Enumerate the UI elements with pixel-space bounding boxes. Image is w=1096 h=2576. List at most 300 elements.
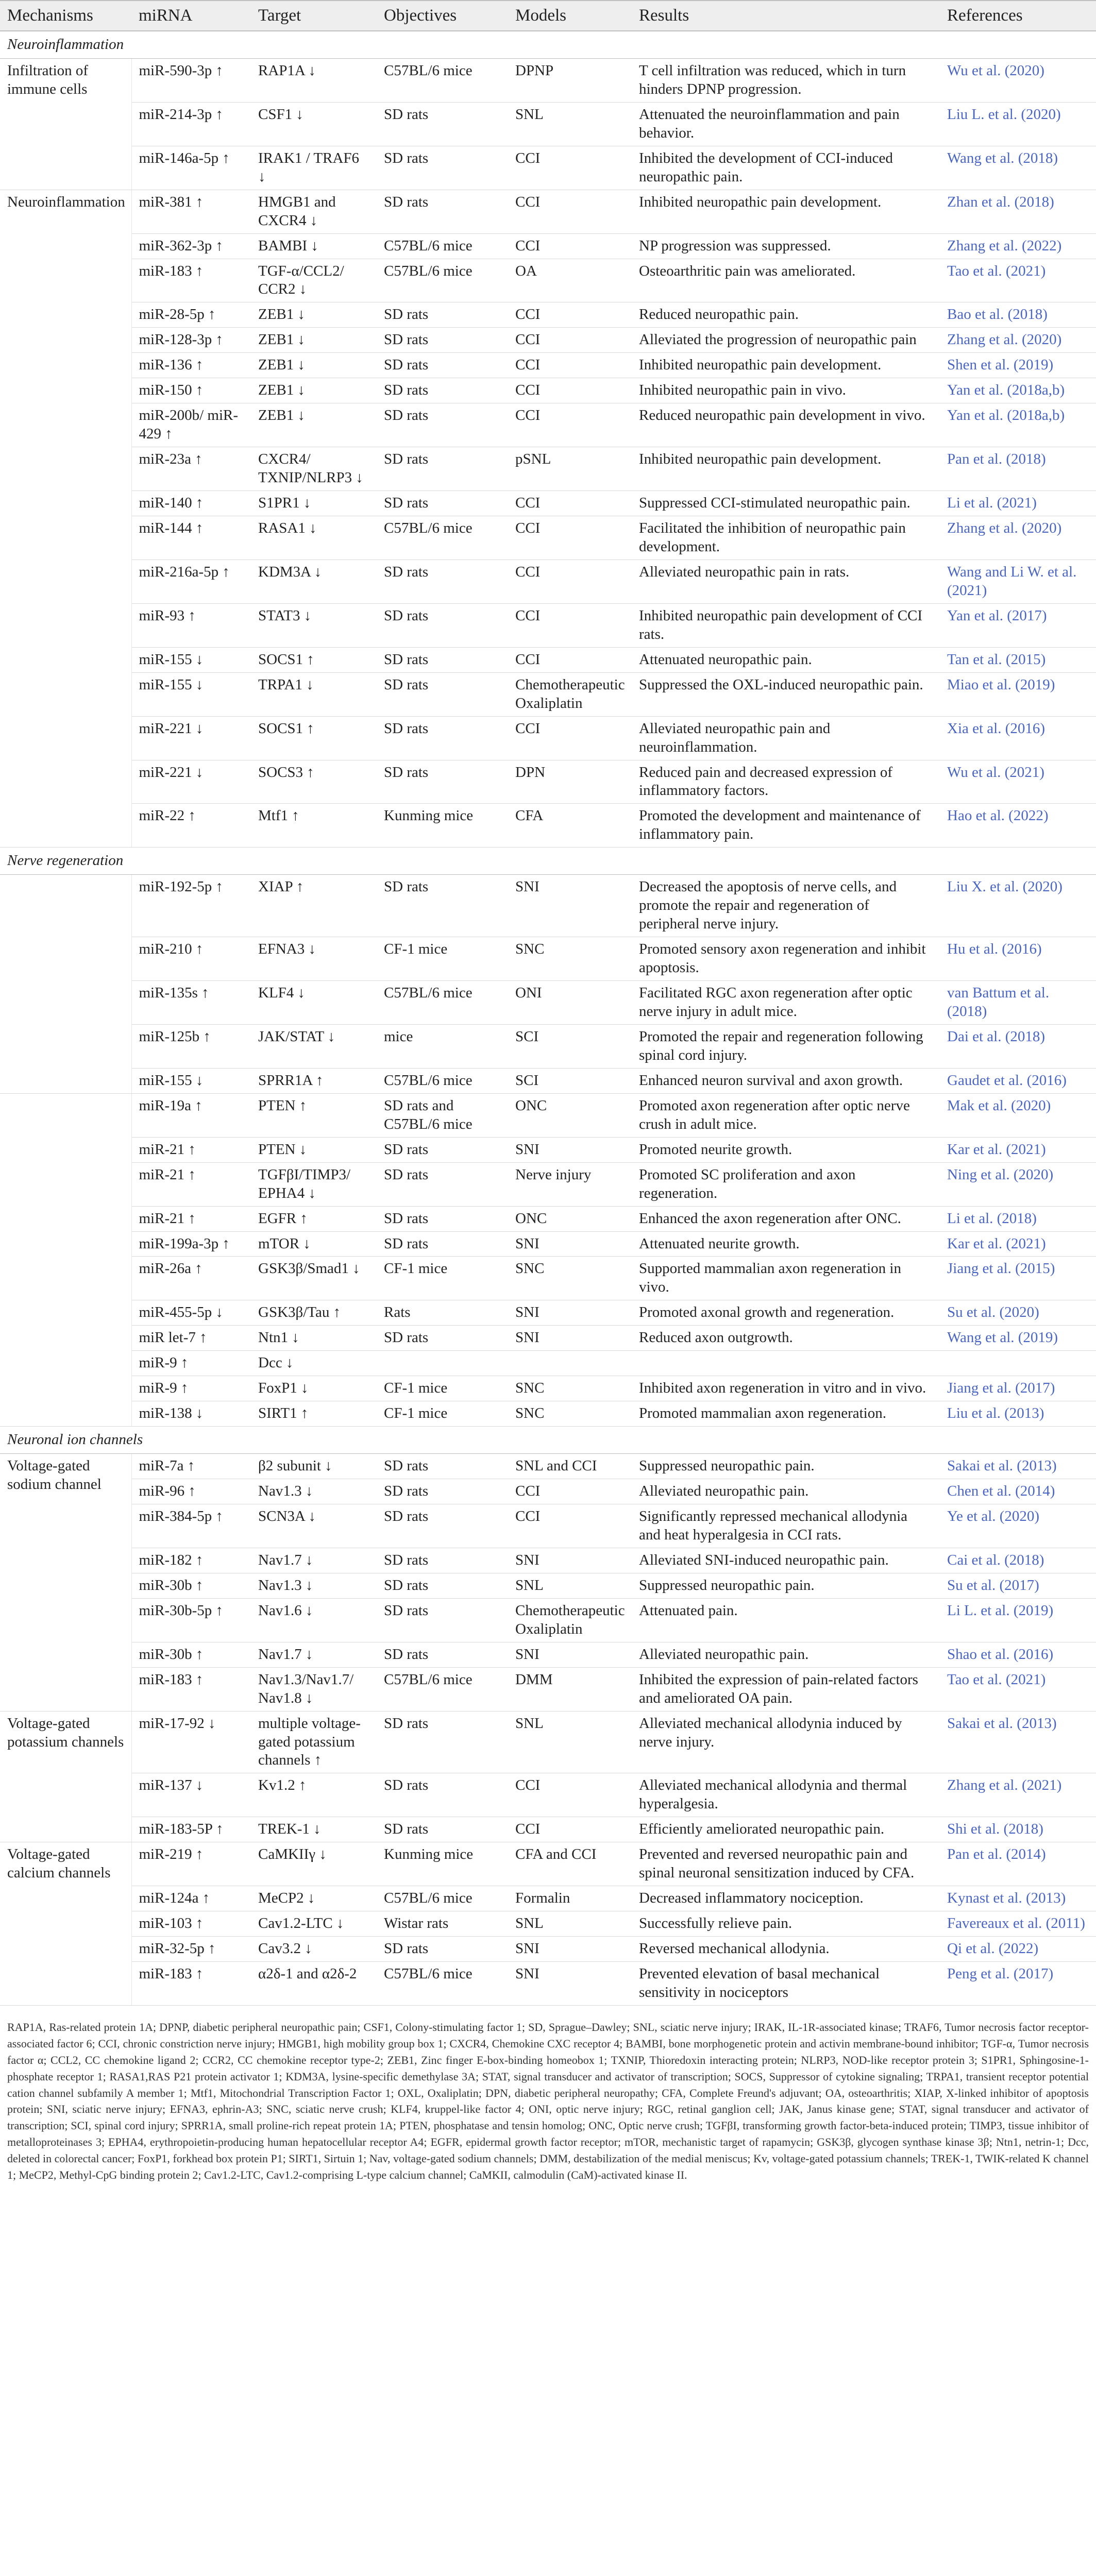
table-row — [0, 875, 1096, 937]
objectives-cell: SD rats — [377, 491, 508, 516]
models-cell: Nerve injury — [508, 1162, 632, 1206]
objectives-cell: SD rats — [377, 1231, 508, 1257]
target-cell: TRPA1 ↓ — [251, 672, 377, 716]
models-cell: Formalin — [508, 1886, 632, 1911]
table-row — [0, 1642, 1096, 1667]
reference-link[interactable] — [940, 1351, 1096, 1376]
mirna-cell: miR-93 ↑ — [131, 603, 251, 647]
models-cell: SNI — [508, 1937, 632, 1962]
objectives-cell: SD rats — [377, 1137, 508, 1162]
table-row — [0, 1206, 1096, 1231]
objectives-cell: SD rats — [377, 1937, 508, 1962]
target-cell: Nav1.3 ↓ — [251, 1479, 377, 1504]
results-cell: NP progression was suppressed. — [632, 233, 940, 259]
mechanism-cell: Infiltration of immune cells — [0, 58, 131, 190]
results-cell: Inhibited neuropathic pain development of CCI rats. — [632, 603, 940, 647]
table-row — [0, 1068, 1096, 1093]
models-cell: CCI — [508, 1479, 632, 1504]
models-cell: CCI — [508, 516, 632, 560]
reference-link[interactable]: Sakai et al. (2013) — [940, 1454, 1096, 1479]
table-row — [0, 1937, 1096, 1962]
mechanism-cell — [0, 875, 131, 1094]
header-target: Target — [251, 1, 377, 31]
reference-link[interactable]: Miao et al. (2019) — [940, 672, 1096, 716]
table-row — [0, 1162, 1096, 1206]
reference-link[interactable]: Pan et al. (2018) — [940, 447, 1096, 491]
models-cell: SCI — [508, 1068, 632, 1093]
reference-link[interactable]: Qi et al. (2022) — [940, 1937, 1096, 1962]
reference-link[interactable]: Li et al. (2021) — [940, 491, 1096, 516]
reference-link[interactable]: Wu et al. (2020) — [940, 58, 1096, 102]
mechanism-cell: Voltage-gated sodium channel — [0, 1454, 131, 1711]
target-cell: IRAK1 / TRAF6 ↓ — [251, 146, 377, 190]
objectives-cell: SD rats — [377, 1711, 508, 1773]
target-cell: β2 subunit ↓ — [251, 1454, 377, 1479]
objectives-cell: SD rats — [377, 403, 508, 447]
reference-link[interactable]: Zhan et al. (2018) — [940, 190, 1096, 233]
results-cell: T cell infiltration was reduced, which in turn hinders DPNP progression. — [632, 58, 940, 102]
reference-link[interactable]: Gaudet et al. (2016) — [940, 1068, 1096, 1093]
results-cell: Inhibited the development of CCI-induced neuropathic pain. — [632, 146, 940, 190]
table-row — [0, 1024, 1096, 1068]
mirna-cell: miR-138 ↓ — [131, 1401, 251, 1427]
reference-link[interactable]: Pan et al. (2014) — [940, 1842, 1096, 1886]
mirna-cell: miR-455-5p ↓ — [131, 1300, 251, 1326]
models-cell: CCI — [508, 302, 632, 328]
objectives-cell: C57BL/6 mice — [377, 981, 508, 1025]
section-title: Neuronal ion channels — [0, 1427, 1096, 1454]
target-cell: Ntn1 ↓ — [251, 1326, 377, 1351]
objectives-cell: SD rats — [377, 1573, 508, 1598]
table-row — [0, 1962, 1096, 2006]
results-cell: Promoted axon regeneration after optic nerve crush in adult mice. — [632, 1093, 940, 1137]
reference-link[interactable]: Kar et al. (2021) — [940, 1231, 1096, 1257]
mirna-cell: miR-136 ↑ — [131, 353, 251, 378]
models-cell: SNI — [508, 1962, 632, 2006]
mechanism-cell: Voltage-gated potassium channels — [0, 1711, 131, 1842]
models-cell: CCI — [508, 190, 632, 233]
mirna-cell: miR-21 ↑ — [131, 1162, 251, 1206]
target-cell: α2δ-1 and α2δ-2 — [251, 1962, 377, 2006]
target-cell: SPRR1A ↑ — [251, 1068, 377, 1093]
header-objectives: Objectives — [377, 1, 508, 31]
results-cell: Facilitated the inhibition of neuropathic pain development. — [632, 516, 940, 560]
results-cell: Osteoarthritic pain was ameliorated. — [632, 259, 940, 302]
results-cell: Inhibited neuropathic pain development. — [632, 353, 940, 378]
results-cell: Decreased inflammatory nociception. — [632, 1886, 940, 1911]
reference-link[interactable]: Wang et al. (2018) — [940, 146, 1096, 190]
results-cell: Suppressed CCI-stimulated neuropathic pain. — [632, 491, 940, 516]
table-row — [0, 378, 1096, 403]
table-row — [0, 1454, 1096, 1479]
target-cell: KDM3A ↓ — [251, 560, 377, 603]
models-cell: SNC — [508, 1257, 632, 1300]
target-cell: Cav1.2-LTC ↓ — [251, 1911, 377, 1937]
models-cell: CCI — [508, 716, 632, 760]
objectives-cell: SD rats — [377, 302, 508, 328]
models-cell: CCI — [508, 1773, 632, 1817]
target-cell: Dcc ↓ — [251, 1351, 377, 1376]
mirna-cell: miR-155 ↓ — [131, 647, 251, 672]
reference-link[interactable]: Shen et al. (2019) — [940, 353, 1096, 378]
mirna-cell: miR-124a ↑ — [131, 1886, 251, 1911]
table-row — [0, 1773, 1096, 1817]
mirna-cell: miR-155 ↓ — [131, 672, 251, 716]
table-row — [0, 1351, 1096, 1376]
reference-link[interactable]: Ye et al. (2020) — [940, 1504, 1096, 1548]
table-row — [0, 1842, 1096, 1886]
reference-link[interactable]: Wu et al. (2021) — [940, 760, 1096, 804]
target-cell: SCN3A ↓ — [251, 1504, 377, 1548]
reference-link[interactable]: Liu X. et al. (2020) — [940, 875, 1096, 937]
table-row — [0, 560, 1096, 603]
models-cell: CCI — [508, 1817, 632, 1842]
reference-link[interactable]: Cai et al. (2018) — [940, 1548, 1096, 1573]
table-row — [0, 1479, 1096, 1504]
reference-link[interactable]: Kar et al. (2021) — [940, 1137, 1096, 1162]
table-row — [0, 1401, 1096, 1427]
objectives-cell: SD rats — [377, 1548, 508, 1573]
table-row — [0, 1326, 1096, 1351]
models-cell: SNI — [508, 1231, 632, 1257]
results-cell: Enhanced neuron survival and axon growth. — [632, 1068, 940, 1093]
objectives-cell: SD rats — [377, 560, 508, 603]
section-title: Nerve regeneration — [0, 848, 1096, 875]
models-cell: SNI — [508, 1137, 632, 1162]
target-cell: CXCR4/ TXNIP/NLRP3 ↓ — [251, 447, 377, 491]
reference-link[interactable]: Favereaux et al. (2011) — [940, 1911, 1096, 1937]
target-cell: FoxP1 ↓ — [251, 1376, 377, 1401]
target-cell: GSK3β/Tau ↑ — [251, 1300, 377, 1326]
objectives-cell: C57BL/6 mice — [377, 1667, 508, 1711]
target-cell: TGFβI/TIMP3/ EPHA4 ↓ — [251, 1162, 377, 1206]
reference-link[interactable]: Su et al. (2020) — [940, 1300, 1096, 1326]
objectives-cell: SD rats — [377, 146, 508, 190]
table-row — [0, 1573, 1096, 1598]
objectives-cell: C57BL/6 mice — [377, 259, 508, 302]
table-footnote: RAP1A, Ras-related protein 1A; DPNP, diabetic peripheral neuropathic pain; CSF1, Colony-stimulating factor 1; SD, Sprague–Dawley; SNL, sciatic nerve injury; IRAK, IL-1R-associated kinase; TRAF6, Tumor necrosis factor receptor-associated factor 6; CCI, chronic constriction nerve injury; HMGB1, high mobility group box 1; CXCR4, Chemokine CXC receptor 4; BAMBI, bone morphogenetic protein and activin membrane-bound inhibitor; TGF-α, Tumor necrosis factor α; CCL2, CC chemokine ligand 2; CCR2, CC chemokine receptor type-2; ZEB1, Zinc finger E-box-binding homeobox 1; TXNIP, Thioredoxin interacting protein; NLRP3, NOD-like receptor protein 3; S1PR1, Sphingosine-1-phosphate receptor 1; RASA1,RAS P21 protein activator 1; KDM3A, lysine-specific demethylase 3A; STAT, signal transducer and activator of transcription; SOCS, Suppressor of cytokine signaling; TRPA1, transient receptor potential cation channel subfamily A member 1; Mtf1, Mitochondrial Transcription Factor 1; OXL, Oxaliplatin; DPN, diabetic peripheral neuropathy; CFA, Complete Freund's adjuvant; OA, osteoarthritis; XIAP, X-linked inhibitor of apoptosis protein; SNI, sciatic nerve injury; EFNA3, ephrin-A3; SNC, sciatic nerve crush; KLF4, kruppel-like factor 4; ONI, optic nerve injury; RGC, retinal ganglion cell; JAK, Janus kinase gene; STAT, signal transducer and activator of transcription; SCI, spinal cord injury; SPRR1A, small proline-rich repeat protein 1A; PTEN, phosphatase and tensin homolog; ONC, Optic nerve crush; TGFβI, transforming growth factor-beta-induced protein; TIMP3, tissue inhibitor of metalloproteinases 3; EPHA4, erythropoietin-producing human hepatocellular receptor A4; EGFR, epidermal growth factor receptor; mTOR, mechanistic target of rapamycin; GSK3β, glycogen synthase kinase 3β; Ntn1, netrin-1; Dcc, deleted in colorectal cancer; FoxP1, forkhead box protein P1; SIRT1, Sirtuin 1; Nav, voltage-gated sodium channels; DMM, destabilization of the medial meniscus; Kv, voltage-gated potassium channels; TREK-1, TWIK-related K channel 1; MeCP2, Methyl-CpG binding protein 2; Cav1.2-LTC, Cav1.2-comprising L-type calcium channel; CaMKII, calmodulin (CaM)-activated kinase II. — [7, 2020, 1089, 2181]
reference-link[interactable]: Xia et al. (2016) — [940, 716, 1096, 760]
mirna-cell: miR-30b ↑ — [131, 1642, 251, 1667]
reference-link[interactable]: Tan et al. (2015) — [940, 647, 1096, 672]
table-row — [0, 58, 1096, 102]
models-cell: SNC — [508, 1376, 632, 1401]
reference-link[interactable]: Hao et al. (2022) — [940, 804, 1096, 848]
results-cell: Decreased the apoptosis of nerve cells, and promote the repair and regeneration of peripheral nerve injury. — [632, 875, 940, 937]
target-cell: SOCS1 ↑ — [251, 647, 377, 672]
mirna-cell: miR-183 ↑ — [131, 1962, 251, 2006]
models-cell: pSNL — [508, 447, 632, 491]
models-cell: SNI — [508, 875, 632, 937]
table-row — [0, 516, 1096, 560]
models-cell: ONC — [508, 1206, 632, 1231]
table-row — [0, 146, 1096, 190]
reference-link[interactable]: Yan et al. (2017) — [940, 603, 1096, 647]
reference-link[interactable]: Li L. et al. (2019) — [940, 1598, 1096, 1642]
mirna-cell: miR-17-92 ↓ — [131, 1711, 251, 1773]
reference-link[interactable]: Yan et al. (2018a,b) — [940, 378, 1096, 403]
models-cell: CCI — [508, 603, 632, 647]
mirna-cell: miR-30b ↑ — [131, 1573, 251, 1598]
section-header-row — [0, 31, 1096, 58]
mirna-cell: miR-32-5p ↑ — [131, 1937, 251, 1962]
models-cell: ONI — [508, 981, 632, 1025]
mirna-cell: miR-7a ↑ — [131, 1454, 251, 1479]
header-references: References — [940, 1, 1096, 31]
target-cell: XIAP ↑ — [251, 875, 377, 937]
mirna-cell: miR-21 ↑ — [131, 1206, 251, 1231]
reference-link[interactable]: Zhang et al. (2022) — [940, 233, 1096, 259]
results-cell: Reduced axon outgrowth. — [632, 1326, 940, 1351]
objectives-cell: SD rats — [377, 1479, 508, 1504]
results-cell: Prevented and reversed neuropathic pain and spinal neuronal sensitization induced by CFA. — [632, 1842, 940, 1886]
models-cell: SNC — [508, 937, 632, 981]
mirna-cell: miR-182 ↑ — [131, 1548, 251, 1573]
mirna-cell: miR-192-5p ↑ — [131, 875, 251, 937]
table-row — [0, 233, 1096, 259]
mirna-cell: miR-183 ↑ — [131, 1667, 251, 1711]
reference-link[interactable]: Mak et al. (2020) — [940, 1093, 1096, 1137]
models-cell: SNC — [508, 1401, 632, 1427]
reference-link[interactable]: Jiang et al. (2017) — [940, 1376, 1096, 1401]
mirna-cell: miR-103 ↑ — [131, 1911, 251, 1937]
mirna-cell: miR-28-5p ↑ — [131, 302, 251, 328]
target-cell: Nav1.3 ↓ — [251, 1573, 377, 1598]
mirna-cell: miR-590-3p ↑ — [131, 58, 251, 102]
results-cell: Alleviated neuropathic pain and neuroinflammation. — [632, 716, 940, 760]
target-cell: ZEB1 ↓ — [251, 353, 377, 378]
reference-link[interactable]: Liu L. et al. (2020) — [940, 102, 1096, 146]
results-cell: Alleviated SNI-induced neuropathic pain. — [632, 1548, 940, 1573]
objectives-cell: SD rats — [377, 190, 508, 233]
results-cell: Promoted neurite growth. — [632, 1137, 940, 1162]
mirna-cell: miR-9 ↑ — [131, 1376, 251, 1401]
mirna-cell: miR-140 ↑ — [131, 491, 251, 516]
mechanism-cell — [0, 1093, 131, 1426]
models-cell: Chemotherapeutic Oxaliplatin — [508, 672, 632, 716]
table-row — [0, 1598, 1096, 1642]
reference-link[interactable]: Chen et al. (2014) — [940, 1479, 1096, 1504]
table-body — [0, 31, 1096, 2005]
mirna-cell: miR-30b-5p ↑ — [131, 1598, 251, 1642]
target-cell: S1PR1 ↓ — [251, 491, 377, 516]
mirna-cell: miR-96 ↑ — [131, 1479, 251, 1504]
models-cell: SNL — [508, 102, 632, 146]
table-row — [0, 1886, 1096, 1911]
table-row — [0, 760, 1096, 804]
target-cell: Nav1.3/Nav1.7/ Nav1.8 ↓ — [251, 1667, 377, 1711]
models-cell — [508, 1351, 632, 1376]
models-cell: CCI — [508, 233, 632, 259]
reference-link[interactable]: Wang and Li W. et al. (2021) — [940, 560, 1096, 603]
results-cell: Inhibited axon regeneration in vitro and in vivo. — [632, 1376, 940, 1401]
models-cell: SNL — [508, 1911, 632, 1937]
objectives-cell: SD rats — [377, 1162, 508, 1206]
mirna-cell: miR-384-5p ↑ — [131, 1504, 251, 1548]
mirna-cell: miR-214-3p ↑ — [131, 102, 251, 146]
objectives-cell: SD rats — [377, 672, 508, 716]
results-cell — [632, 1351, 940, 1376]
objectives-cell — [377, 1351, 508, 1376]
models-cell: CCI — [508, 491, 632, 516]
reference-link[interactable]: Bao et al. (2018) — [940, 302, 1096, 328]
reference-link[interactable]: Ning et al. (2020) — [940, 1162, 1096, 1206]
reference-link[interactable]: van Battum et al. (2018) — [940, 981, 1096, 1025]
target-cell: ZEB1 ↓ — [251, 302, 377, 328]
target-cell: ZEB1 ↓ — [251, 403, 377, 447]
objectives-cell: SD rats — [377, 1326, 508, 1351]
mirna-cell: miR-216a-5p ↑ — [131, 560, 251, 603]
mirna-cell: miR-125b ↑ — [131, 1024, 251, 1068]
section-header-row — [0, 1427, 1096, 1454]
mirna-cell: miR-183 ↑ — [131, 259, 251, 302]
mirna-cell: miR let-7 ↑ — [131, 1326, 251, 1351]
table-row — [0, 403, 1096, 447]
section-header-row — [0, 848, 1096, 875]
table-row — [0, 1376, 1096, 1401]
objectives-cell: SD rats — [377, 102, 508, 146]
table-row — [0, 1548, 1096, 1573]
objectives-cell: CF-1 mice — [377, 1376, 508, 1401]
models-cell: CCI — [508, 378, 632, 403]
objectives-cell: SD rats — [377, 1504, 508, 1548]
models-cell: SNL — [508, 1711, 632, 1773]
results-cell: Significantly repressed mechanical allodynia and heat hyperalgesia in CCI rats. — [632, 1504, 940, 1548]
mechanism-cell: Neuroinflammation — [0, 190, 131, 848]
results-cell: Attenuated pain. — [632, 1598, 940, 1642]
objectives-cell: mice — [377, 1024, 508, 1068]
models-cell: CCI — [508, 146, 632, 190]
table-row — [0, 647, 1096, 672]
target-cell: JAK/STAT ↓ — [251, 1024, 377, 1068]
objectives-cell: SD rats — [377, 353, 508, 378]
target-cell: SOCS1 ↑ — [251, 716, 377, 760]
models-cell: SCI — [508, 1024, 632, 1068]
results-cell: Alleviated neuropathic pain in rats. — [632, 560, 940, 603]
models-cell: CFA — [508, 804, 632, 848]
target-cell: ZEB1 ↓ — [251, 378, 377, 403]
results-cell: Suppressed neuropathic pain. — [632, 1454, 940, 1479]
table-row — [0, 804, 1096, 848]
mirna-cell: miR-221 ↓ — [131, 760, 251, 804]
objectives-cell: SD rats — [377, 1206, 508, 1231]
reference-link[interactable]: Tao et al. (2021) — [940, 259, 1096, 302]
target-cell: PTEN ↑ — [251, 1093, 377, 1137]
results-cell: Supported mammalian axon regeneration in vivo. — [632, 1257, 940, 1300]
target-cell: CaMKIIγ ↓ — [251, 1842, 377, 1886]
reference-link[interactable]: Hu et al. (2016) — [940, 937, 1096, 981]
objectives-cell: SD rats — [377, 1642, 508, 1667]
target-cell: ZEB1 ↓ — [251, 328, 377, 353]
table-row — [0, 102, 1096, 146]
table-row — [0, 259, 1096, 302]
objectives-cell: Wistar rats — [377, 1911, 508, 1937]
reference-link[interactable]: Zhang et al. (2020) — [940, 328, 1096, 353]
target-cell: SIRT1 ↑ — [251, 1401, 377, 1427]
target-cell: GSK3β/Smad1 ↓ — [251, 1257, 377, 1300]
reference-link[interactable]: Zhang et al. (2021) — [940, 1773, 1096, 1817]
models-cell: SNL and CCI — [508, 1454, 632, 1479]
objectives-cell: SD rats and C57BL/6 mice — [377, 1093, 508, 1137]
objectives-cell: SD rats — [377, 760, 508, 804]
objectives-cell: Kunming mice — [377, 804, 508, 848]
results-cell: Inhibited neuropathic pain development. — [632, 190, 940, 233]
models-cell: CCI — [508, 403, 632, 447]
models-cell: DPN — [508, 760, 632, 804]
objectives-cell: SD rats — [377, 647, 508, 672]
table-row — [0, 1504, 1096, 1548]
objectives-cell: CF-1 mice — [377, 937, 508, 981]
reference-link[interactable]: Jiang et al. (2015) — [940, 1257, 1096, 1300]
target-cell: Nav1.6 ↓ — [251, 1598, 377, 1642]
reference-link[interactable]: Shi et al. (2018) — [940, 1817, 1096, 1842]
results-cell: Alleviated the progression of neuropathic pain — [632, 328, 940, 353]
mirna-cell: miR-219 ↑ — [131, 1842, 251, 1886]
models-cell: CCI — [508, 328, 632, 353]
target-cell: Cav3.2 ↓ — [251, 1937, 377, 1962]
objectives-cell: SD rats — [377, 447, 508, 491]
table-row — [0, 716, 1096, 760]
reference-link[interactable]: Zhang et al. (2020) — [940, 516, 1096, 560]
reference-link[interactable]: Liu et al. (2013) — [940, 1401, 1096, 1427]
models-cell: DMM — [508, 1667, 632, 1711]
models-cell: Chemotherapeutic Oxaliplatin — [508, 1598, 632, 1642]
results-cell: Reduced pain and decreased expression of inflammatory factors. — [632, 760, 940, 804]
objectives-cell: C57BL/6 mice — [377, 1068, 508, 1093]
reference-link[interactable]: Tao et al. (2021) — [940, 1667, 1096, 1711]
objectives-cell: SD rats — [377, 603, 508, 647]
results-cell: Inhibited neuropathic pain development. — [632, 447, 940, 491]
mirna-cell: miR-362-3p ↑ — [131, 233, 251, 259]
reference-link[interactable]: Sakai et al. (2013) — [940, 1711, 1096, 1773]
table-row — [0, 672, 1096, 716]
results-cell: Prevented elevation of basal mechanical sensitivity in nociceptors — [632, 1962, 940, 2006]
target-cell: RAP1A ↓ — [251, 58, 377, 102]
reference-link[interactable]: Su et al. (2017) — [940, 1573, 1096, 1598]
target-cell: Kv1.2 ↑ — [251, 1773, 377, 1817]
target-cell: Mtf1 ↑ — [251, 804, 377, 848]
table-row — [0, 1817, 1096, 1842]
reference-link[interactable]: Dai et al. (2018) — [940, 1024, 1096, 1068]
mirna-cell: miR-135s ↑ — [131, 981, 251, 1025]
mirna-cell: miR-19a ↑ — [131, 1093, 251, 1137]
objectives-cell: SD rats — [377, 328, 508, 353]
reference-link[interactable]: Wang et al. (2019) — [940, 1326, 1096, 1351]
mirna-cell: miR-26a ↑ — [131, 1257, 251, 1300]
reference-link[interactable]: Li et al. (2018) — [940, 1206, 1096, 1231]
models-cell: SNI — [508, 1326, 632, 1351]
models-cell: DPNP — [508, 58, 632, 102]
target-cell: HMGB1 and CXCR4 ↓ — [251, 190, 377, 233]
mirna-cell: miR-128-3p ↑ — [131, 328, 251, 353]
objectives-cell: SD rats — [377, 1598, 508, 1642]
results-cell: Reversed mechanical allodynia. — [632, 1937, 940, 1962]
results-cell: Attenuated neuropathic pain. — [632, 647, 940, 672]
reference-link[interactable]: Yan et al. (2018a,b) — [940, 403, 1096, 447]
results-cell: Promoted mammalian axon regeneration. — [632, 1401, 940, 1427]
table-row — [0, 1137, 1096, 1162]
objectives-cell: CF-1 mice — [377, 1257, 508, 1300]
mirna-cell: miR-183-5P ↑ — [131, 1817, 251, 1842]
table-row — [0, 1667, 1096, 1711]
reference-link[interactable]: Shao et al. (2016) — [940, 1642, 1096, 1667]
reference-link[interactable]: Kynast et al. (2013) — [940, 1886, 1096, 1911]
mirna-cell: miR-210 ↑ — [131, 937, 251, 981]
reference-link[interactable]: Peng et al. (2017) — [940, 1962, 1096, 2006]
header-mechanisms: Mechanisms — [0, 1, 131, 31]
results-cell: Promoted SC proliferation and axon regeneration. — [632, 1162, 940, 1206]
results-cell: Promoted sensory axon regeneration and inhibit apoptosis. — [632, 937, 940, 981]
